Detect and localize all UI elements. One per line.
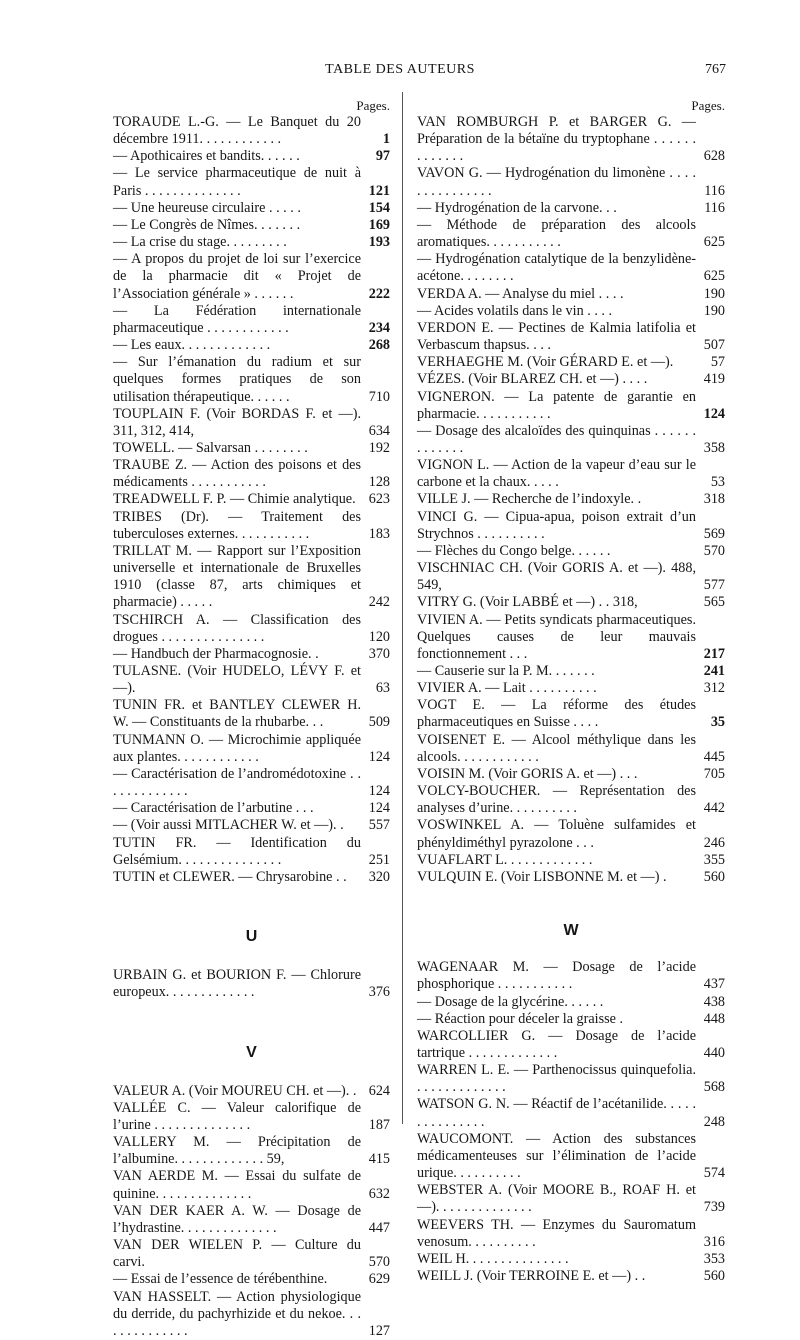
- index-entry: [113, 1100, 390, 1134]
- running-header-title: TABLE DES AUTEURS: [325, 62, 475, 77]
- entry-text: TORAUDE L.-G. — Le Banquet du 20 décembre 1911. . . . . . . . . . . .: [113, 114, 361, 148]
- index-entry: [113, 217, 390, 234]
- entry-page: 190: [703, 302, 725, 319]
- entry-page: 570: [368, 1254, 390, 1271]
- entry-text: VÉZES. (Voir BLAREZ CH. et —) . . . .: [417, 371, 648, 388]
- entry-page: 316: [703, 1233, 725, 1250]
- index-entry: [417, 320, 725, 354]
- entry-text: — Handbuch der Pharmacognosie. .: [113, 645, 319, 662]
- entry-page: 623: [368, 491, 390, 508]
- entry-page: 628: [703, 148, 725, 165]
- entry-text: VISCHNIAC CH. (Voir GORIS A. et —). 488, 549,: [417, 560, 696, 594]
- entry-text: VINCI G. — Cipua-apua, poison extrait d’un Strychnos . . . . . . . . . .: [417, 508, 696, 542]
- index-entry: [113, 766, 390, 800]
- entry-text: VAN DER WIELEN P. — Culture du carvi.: [113, 1237, 361, 1271]
- entry-text: VOLCY-BOUCHER. — Représentation des analyses d’urine. . . . . . . . . .: [417, 783, 696, 817]
- index-entry: [417, 1096, 725, 1130]
- index-entry: [113, 200, 390, 217]
- entry-text: TUTIN FR. — Identification du Gelsémium. . . . . . . . . . . . . . .: [113, 834, 361, 868]
- index-entry: [113, 509, 390, 543]
- entry-text: — (Voir aussi MITLACHER W. et —). .: [113, 817, 344, 834]
- entry-text: WEILL J. (Voir TERROINE E. et —) . .: [417, 1268, 646, 1284]
- index-entry: [417, 200, 725, 217]
- entry-text: — Dosage de la glycérine. . . . . .: [417, 993, 604, 1010]
- entry-page: 116: [704, 199, 725, 216]
- entry-text: VERDON E. — Pectines de Kalmia latifolia et Verbascum thapsus. . . .: [417, 319, 696, 354]
- entry-page: 710: [368, 388, 390, 405]
- entry-page: 739: [703, 1199, 725, 1216]
- entry-text: TRAUBE Z. — Action des poisons et des médicaments . . . . . . . . . . .: [113, 457, 361, 491]
- entry-page: 222: [368, 285, 390, 302]
- page-number: 767: [705, 62, 726, 77]
- index-entry: [113, 697, 390, 731]
- index-entry: [417, 543, 725, 560]
- entry-text: TREADWELL F. P. — Chimie analytique.: [113, 491, 356, 508]
- entry-text: VALEUR A. (Voir MOUREU CH. et —). .: [113, 1082, 357, 1099]
- index-entry: [417, 217, 725, 251]
- entry-text: WAUCOMONT. — Action des substances médicamenteuses sur l’élimination de l’acide urique. . . . . . . . . .: [417, 1130, 696, 1182]
- entry-text: TRIBES (Dr). — Traitement des tuberculoses externes. . . . . . . . . . .: [113, 508, 361, 542]
- entry-text: TOUPLAIN F. (Voir BORDAS F. et —). 311, 312, 414,: [113, 405, 361, 439]
- entry-page: 242: [368, 594, 390, 611]
- entry-page: 246: [703, 834, 725, 851]
- index-entry: [113, 663, 390, 697]
- index-entry: [113, 1083, 390, 1100]
- index-entry: [113, 251, 390, 302]
- entry-page: 419: [703, 371, 725, 388]
- index-entry: [417, 994, 725, 1011]
- entry-text: — Flèches du Congo belge. . . . . .: [417, 542, 611, 559]
- entry-text: VUAFLART L. . . . . . . . . . . . .: [417, 851, 593, 868]
- entry-text: — Essai de l’essence de térébenthine.: [113, 1271, 328, 1288]
- entry-text: WARCOLLIER G. — Dosage de l’acide tartrique . . . . . . . . . . . . .: [417, 1027, 696, 1061]
- entry-text: VIVIER A. — Lait . . . . . . . . . .: [417, 680, 597, 697]
- index-entry: [417, 612, 725, 663]
- index-entry: [113, 967, 390, 1001]
- index-entry: [417, 732, 725, 766]
- entry-text: — Acides volatils dans le vin . . . .: [417, 302, 613, 319]
- entry-text: URBAIN G. et BOURION F. — Chlorure europeux. . . . . . . . . . . . .: [113, 967, 361, 1001]
- index-entry: [417, 1028, 725, 1062]
- entry-page: 169: [368, 216, 390, 233]
- entry-page: 248: [703, 1113, 725, 1130]
- index-entry: [113, 440, 390, 457]
- entry-page: 376: [368, 984, 390, 1001]
- entry-page: 507: [703, 337, 725, 354]
- index-entry: [417, 783, 725, 817]
- entry-page: 632: [368, 1185, 390, 1202]
- section-letter: V: [246, 1043, 257, 1061]
- entry-page: 574: [703, 1165, 725, 1182]
- entry-page: 190: [703, 285, 725, 302]
- entry-page: 234: [368, 319, 390, 336]
- entry-text: VERDA A. — Analyse du miel . . . .: [417, 285, 624, 302]
- index-entry: [113, 817, 390, 834]
- entry-page: 124: [368, 748, 390, 765]
- entry-page: 124: [368, 783, 390, 800]
- entry-page: 565: [703, 594, 725, 611]
- index-entry: [417, 1062, 725, 1096]
- entry-page: 448: [703, 1010, 725, 1027]
- index-entry: [417, 697, 725, 731]
- entry-text: VAN ROMBURGH P. et BARGER G. — Préparation de la bétaïne du tryptophane . . . . . . . . . . . . .: [417, 114, 696, 165]
- index-entry: [417, 251, 725, 285]
- index-entry: [113, 406, 390, 440]
- entry-page: 187: [368, 1116, 390, 1133]
- entry-page: 124: [368, 800, 390, 817]
- index-entry: [417, 560, 725, 594]
- entry-text: WEEVERS TH. — Enzymes du Sauromatum venosum. . . . . . . . . .: [417, 1216, 696, 1250]
- index-entry: [113, 1271, 390, 1288]
- column-divider: [402, 92, 403, 1124]
- entry-page: 570: [703, 542, 725, 559]
- entry-page: 442: [703, 800, 725, 817]
- entry-page: 251: [368, 851, 390, 868]
- index-entry: [113, 835, 390, 869]
- entry-page: 445: [703, 748, 725, 765]
- entry-text: — Apothicaires et bandits. . . . . .: [113, 148, 300, 165]
- entry-text: — Causerie sur la P. M. . . . . . .: [417, 663, 595, 679]
- entry-text: VAN HASSELT. — Action physiologique du derride, du pachyrhizide et du nekoe. . . . . . . . . . . . . .: [113, 1288, 361, 1339]
- entry-text: — Une heureuse circulaire . . . . .: [113, 199, 301, 216]
- index-entry: [417, 852, 725, 869]
- entry-page: 568: [703, 1079, 725, 1096]
- entry-text: VIGNON L. — Action de la vapeur d’eau sur le carbone et la chaux. . . . .: [417, 457, 696, 491]
- entry-page: 577: [703, 577, 725, 594]
- index-entry: [417, 1182, 725, 1216]
- entry-page: 625: [703, 268, 725, 285]
- entry-text: — Les eaux. . . . . . . . . . . . .: [113, 337, 271, 354]
- entry-page: 358: [703, 439, 725, 456]
- index-entry: [113, 114, 390, 148]
- index-entry: [113, 1237, 390, 1271]
- entry-page: 124: [703, 405, 725, 422]
- index-entry: [417, 1131, 725, 1182]
- index-entry: [417, 766, 725, 783]
- entry-text: TUNMANN O. — Microchimie appliquée aux plantes. . . . . . . . . . . .: [113, 731, 361, 765]
- index-entry: [113, 148, 390, 165]
- entry-text: — Le Congrès de Nîmes. . . . . . .: [113, 216, 301, 233]
- index-entry: [113, 354, 390, 405]
- entry-page: 63: [375, 680, 390, 697]
- entry-page: 268: [368, 337, 390, 354]
- entry-page: 569: [703, 525, 725, 542]
- entry-text: — Sur l’émanation du radium et sur quelques formes pratiques de son utilisation thérapeutique. . . . . .: [113, 354, 361, 405]
- entry-page: 634: [368, 422, 390, 439]
- entry-page: 705: [703, 765, 725, 782]
- index-column-left: [113, 98, 390, 1340]
- index-entry: [417, 371, 725, 388]
- entry-page: 241: [703, 663, 725, 679]
- index-entry: [113, 1203, 390, 1237]
- entry-text: VOISENET E. — Alcool méthylique dans les alcools. . . . . . . . . . . .: [417, 731, 696, 765]
- entry-page: 217: [703, 645, 725, 662]
- entry-text: TOWELL. — Salvarsan . . . . . . . .: [113, 439, 308, 456]
- entry-page: 120: [368, 628, 390, 645]
- entry-text: — Le service pharmaceutique de nuit à Paris . . . . . . . . . . . . . .: [113, 165, 361, 199]
- entry-text: WAGENAAR M. — Dosage de l’acide phosphorique . . . . . . . . . . .: [417, 959, 696, 993]
- entry-page: 127: [368, 1322, 390, 1339]
- entry-text: — Hydrogénation catalytique de la benzylidène-acétone. . . . . . . .: [417, 251, 696, 285]
- index-entry: [113, 1134, 390, 1168]
- entry-text: VOGT E. — La réforme des études pharmaceutiques en Suisse . . . .: [417, 697, 696, 731]
- entry-page: 355: [703, 851, 725, 868]
- entry-page: 557: [368, 817, 390, 834]
- entry-text: — Dosage des alcaloïdes des quinquinas . . . . . . . . . . . . .: [417, 422, 696, 456]
- index-entry: [417, 1217, 725, 1251]
- index-entry: [113, 491, 390, 508]
- entry-page: 370: [368, 645, 390, 662]
- index-entry: [113, 543, 390, 612]
- entry-page: 629: [368, 1271, 390, 1288]
- entry-page: 1: [382, 131, 390, 148]
- index-entry: [113, 1289, 390, 1340]
- entry-text: — Caractérisation de l’arbutine . . .: [113, 800, 314, 817]
- entry-page: 128: [368, 474, 390, 491]
- entry-page: 121: [368, 182, 390, 199]
- left-entries: [113, 114, 390, 1340]
- entry-text: VITRY G. (Voir LABBÉ et —) . . 318,: [417, 594, 638, 611]
- index-entry: [113, 337, 390, 354]
- index-entry: [113, 234, 390, 251]
- entry-text: WEBSTER A. (Voir MOORE B., ROAF H. et —). . . . . . . . . . . . . .: [417, 1182, 696, 1216]
- entry-text: TRILLAT M. — Rapport sur l’Exposition universelle et internationale de Bruxelles 1910 (classe 87, arts chimiques et pharmacie) . . . . .: [113, 542, 361, 611]
- pages-column-label: Pages.: [691, 98, 725, 113]
- entry-text: — Hydrogénation de la carvone. . .: [417, 199, 617, 216]
- index-entry: [417, 114, 725, 165]
- entry-text: VALLÉE C. — Valeur calorifique de l’urine . . . . . . . . . . . . . .: [113, 1099, 361, 1133]
- index-entry: [417, 389, 725, 423]
- index-entry: [113, 165, 390, 199]
- index-entry: [417, 680, 725, 697]
- entry-text: — La crise du stage. . . . . . . . .: [113, 234, 287, 251]
- entry-page: 625: [703, 234, 725, 251]
- index-column-right: [417, 98, 725, 1285]
- index-entry: [417, 354, 725, 371]
- index-entry: [113, 457, 390, 491]
- entry-text: TULASNE. (Voir HUDELO, LÉVY F. et —).: [113, 663, 361, 697]
- index-entry: [417, 457, 725, 491]
- right-entries: [417, 114, 725, 1285]
- entry-page: 624: [368, 1082, 390, 1099]
- index-entry: [417, 303, 725, 320]
- entry-page: 192: [368, 439, 390, 456]
- entry-text: WATSON G. N. — Réactif de l’acétanilide. . . . . . . . . . . . . . .: [417, 1096, 696, 1130]
- entry-page: 183: [368, 525, 390, 542]
- entry-text: VULQUIN E. (Voir LISBONNE M. et —) .: [417, 868, 667, 885]
- entry-text: WEIL H. . . . . . . . . . . . . . .: [417, 1250, 569, 1267]
- index-entry: [417, 165, 725, 199]
- entry-text: — A propos du projet de loi sur l’exercice de la pharmacie dit « Projet de l’Association générale » . . . . . .: [113, 251, 361, 302]
- entry-text: — Méthode de préparation des alcools aromatiques. . . . . . . . . . .: [417, 216, 696, 251]
- entry-text: VIGNERON. — La patente de garantie en pharmacie. . . . . . . . . . .: [417, 388, 696, 422]
- index-entry: [113, 1168, 390, 1202]
- entry-text: VOSWINKEL A. — Toluène sulfamides et phényldiméthyl pyrazolone . . .: [417, 817, 696, 851]
- entry-page: 438: [703, 993, 725, 1010]
- section-letter: U: [245, 928, 258, 946]
- entry-page: 318: [703, 491, 725, 508]
- entry-text: VERHAEGHE M. (Voir GÉRARD E. et —).: [417, 354, 674, 371]
- index-entry: [417, 959, 725, 993]
- entry-text: — La Fédération internationale pharmaceutique . . . . . . . . . . . .: [113, 302, 361, 336]
- index-entry: [417, 423, 725, 457]
- index-entry: [417, 817, 725, 851]
- entry-page: 320: [368, 868, 390, 885]
- entry-page: 440: [703, 1044, 725, 1061]
- entry-text: VAN AERDE M. — Essai du sulfate de quinine. . . . . . . . . . . . . .: [113, 1168, 361, 1202]
- entry-page: 154: [368, 199, 390, 216]
- entry-page: 312: [703, 680, 725, 697]
- index-entry: [417, 1268, 725, 1285]
- entry-text: VAVON G. — Hydrogénation du limonène . . . . . . . . . . . . . . .: [417, 165, 696, 199]
- entry-page: 353: [703, 1250, 725, 1267]
- entry-page: 53: [710, 474, 725, 491]
- entry-text: VIVIEN A. — Petits syndicats pharmaceutiques. Quelques causes de leur mauvais fonctionnement . . .: [417, 611, 696, 662]
- entry-text: — Réaction pour déceler la graisse .: [417, 1010, 624, 1027]
- entry-text: — Caractérisation de l’andromédotoxine . . . . . . . . . . . . .: [113, 765, 361, 800]
- entry-text: TSCHIRCH A. — Classification des drogues . . . . . . . . . . . . . . .: [113, 611, 361, 645]
- index-entry: [113, 732, 390, 766]
- entry-page: 415: [368, 1151, 390, 1168]
- entry-page: 437: [703, 976, 725, 993]
- entry-text: WARREN L. E. — Parthenocissus quinquefolia. . . . . . . . . . . . . .: [417, 1062, 696, 1096]
- entry-page: 447: [368, 1219, 390, 1236]
- index-entry: [113, 612, 390, 646]
- index-entry: [113, 303, 390, 337]
- entry-page: 560: [703, 1268, 725, 1284]
- entry-page: 509: [368, 714, 390, 731]
- index-entry: [417, 869, 725, 886]
- entry-text: VILLE J. — Recherche de l’indoxyle. .: [417, 491, 642, 508]
- entry-text: VALLERY M. — Précipitation de l’albumine. . . . . . . . . . . . . 59,: [113, 1134, 361, 1168]
- entry-page: 97: [375, 148, 390, 165]
- index-entry: [417, 663, 725, 680]
- index-entry: [417, 286, 725, 303]
- index-entry: [113, 800, 390, 817]
- index-entry: [417, 594, 725, 611]
- entry-text: TUNIN FR. et BANTLEY CLEWER H. W. — Constituants de la rhubarbe. . .: [113, 697, 361, 731]
- index-entry: [113, 869, 390, 886]
- section-letter: W: [563, 922, 579, 940]
- index-entry: [417, 1251, 725, 1268]
- entry-text: TUTIN et CLEWER. — Chrysarobine . .: [113, 868, 347, 885]
- entry-text: VAN DER KAER A. W. — Dosage de l’hydrastine. . . . . . . . . . . . . .: [113, 1202, 361, 1236]
- index-entry: [113, 646, 390, 663]
- index-entry: [417, 491, 725, 508]
- entry-page: 116: [704, 182, 725, 199]
- entry-text: VOISIN M. (Voir GORIS A. et —) . . .: [417, 765, 638, 782]
- index-entry: [417, 1011, 725, 1028]
- entry-page: 57: [710, 354, 725, 371]
- entry-page: 193: [368, 234, 390, 251]
- index-entry: [417, 509, 725, 543]
- entry-page: 560: [703, 868, 725, 885]
- pages-column-label: Pages.: [356, 98, 390, 113]
- entry-page: 35: [710, 714, 725, 731]
